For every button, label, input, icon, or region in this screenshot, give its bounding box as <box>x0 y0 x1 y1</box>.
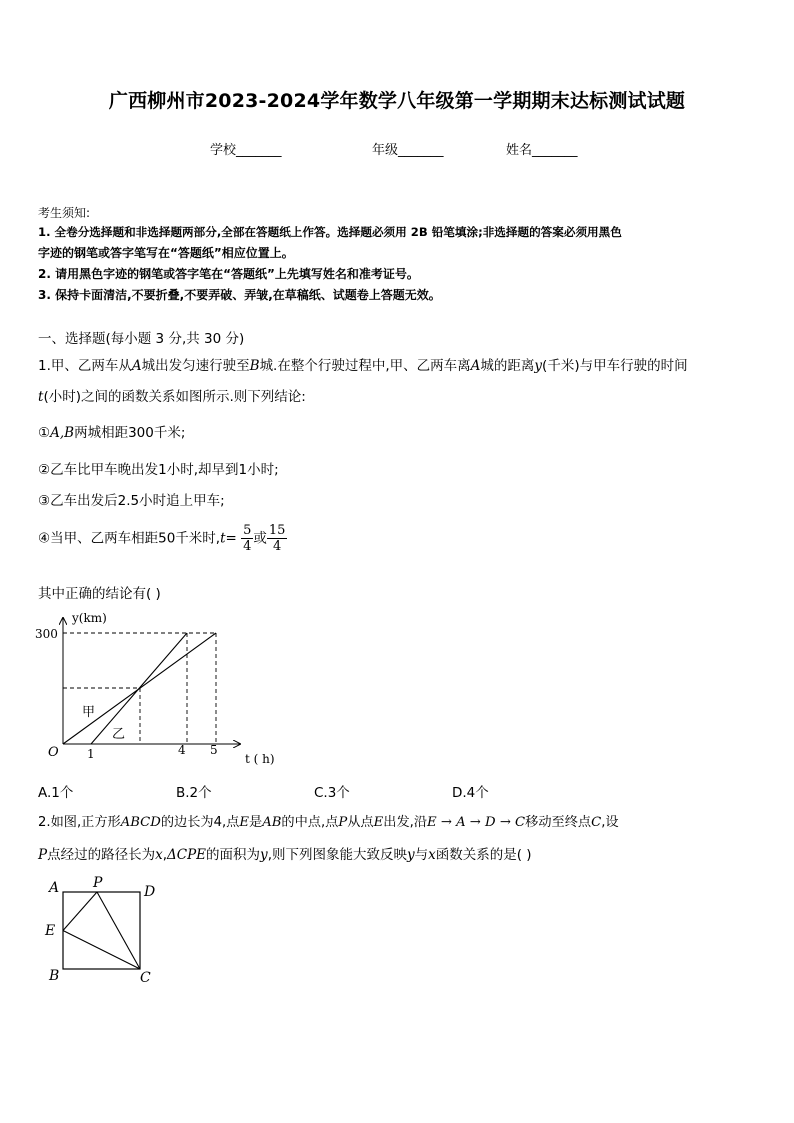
square-abcd <box>63 892 140 969</box>
x-tick-4: 4 <box>178 743 186 757</box>
q2-path: E → A → D → C <box>427 815 526 830</box>
q1-text: (千米)与甲车行驶的时间 <box>542 358 688 374</box>
notice-line-3: 3. 保持卡面清洁,不要折叠,不要弄破、弄皱,在草稿纸、试题卷上答题无效。 <box>38 288 441 302</box>
notice-heading: 考生须知: <box>38 206 91 220</box>
q1-text: 城的距离 <box>480 358 535 374</box>
option-d[interactable]: D.4个 <box>452 785 489 801</box>
q2-text: , <box>162 847 168 863</box>
fraction-5-4: $\frac{5}{4}$ <box>243 523 252 554</box>
notice-line-1b: 字迹的钢笔或答字笔写在“答题纸”相应位置上。 <box>38 246 294 260</box>
name-field: 姓名_______ <box>506 143 578 158</box>
q2-text: 2.如图,正方形 <box>38 815 121 830</box>
q2-var: ABCD <box>120 815 161 830</box>
q2-var: x <box>428 847 436 863</box>
x-tick-1: 1 <box>87 747 95 761</box>
option-c[interactable]: C.3个 <box>314 785 350 801</box>
y-tick-300: 300 <box>35 627 58 641</box>
q1-var: A <box>131 358 142 374</box>
q2-var: ΔCPE <box>167 847 207 863</box>
q1-line-1 <box>38 354 688 374</box>
vertex-d: D <box>144 884 156 900</box>
point-e: E <box>45 923 56 939</box>
q2-line-1 <box>38 811 619 830</box>
q1-var: A,B <box>50 425 75 441</box>
q2-line-2 <box>38 843 532 863</box>
q1-equals: = <box>225 530 237 547</box>
q2-text: 是 <box>249 815 263 830</box>
vertex-c: C <box>140 970 151 986</box>
q2-text: 与 <box>414 847 429 863</box>
q1-var: t <box>38 389 44 405</box>
q1-statement-1 <box>38 421 185 441</box>
q2-text: 的边长为4,点 <box>160 815 240 830</box>
q2-text: 点经过的路径长为 <box>47 847 156 863</box>
q2-text: 移动至终点 <box>525 815 592 830</box>
q1-text: 或 <box>253 530 267 547</box>
fraction-15-4: $\frac{15}{4}$ <box>268 523 286 554</box>
q2-text: ,设 <box>601 815 619 830</box>
q1-line-2 <box>38 385 306 405</box>
q1-text: ④当甲、乙两车相距50千米时, <box>38 530 221 547</box>
segment-pc <box>97 892 140 969</box>
q2-var: E <box>239 815 250 830</box>
q1-var: B <box>249 358 260 374</box>
notice-line-2: 2. 请用黑色字迹的钢笔或答字笔在“答题纸”上先填写姓名和准考证号。 <box>38 267 419 281</box>
notice-line-1a: 1. 全卷分选择题和非选择题两部分,全部在答题纸上作答。选择题必须用 2B 铅笔填涂;非选择题的答案必须用黑色 <box>38 225 622 239</box>
q2-var: P <box>338 815 348 830</box>
segment-ec <box>63 931 140 970</box>
vertex-a: A <box>49 880 60 896</box>
q1-text: (小时)之间的函数关系如图所示.则下列结论: <box>43 389 306 405</box>
q1-text: 1.甲、乙两车从 <box>38 358 132 374</box>
distance-time-graph <box>30 608 280 770</box>
page-title: 广西柳州市2023-2024学年数学八年级第一学期期末达标测试试题 <box>108 90 686 112</box>
q1-ask: 其中正确的结论有( ) <box>38 586 161 602</box>
q1-statement-4 <box>38 523 287 554</box>
q1-text: ① <box>38 425 51 441</box>
point-p: P <box>93 875 103 891</box>
line-yi <box>91 633 187 744</box>
segment-ep <box>63 892 97 931</box>
q1-text: 两城相距300千米; <box>74 425 186 441</box>
q2-text: 的中点,点 <box>281 815 339 830</box>
square-figure <box>40 872 170 990</box>
q1-var: y <box>534 358 543 374</box>
q2-var: P <box>38 847 48 863</box>
x-tick-5: 5 <box>210 743 218 757</box>
q2-text: 函数关系的是( ) <box>435 847 532 863</box>
option-b[interactable]: B.2个 <box>176 785 212 801</box>
origin-label: O <box>48 745 59 760</box>
x-axis-label: t ( h) <box>245 752 275 766</box>
q2-text: 从点 <box>347 815 374 830</box>
q2-var: AB <box>262 815 282 830</box>
section-heading: 一、选择题(每小题 3 分,共 30 分) <box>38 331 245 347</box>
q1-var: A <box>470 358 481 374</box>
vertex-b: B <box>49 968 60 984</box>
school-field: 学校_______ <box>210 143 282 158</box>
q2-text: ,则下列图象能大致反映 <box>267 847 407 863</box>
label-yi: 乙 <box>112 727 126 742</box>
q1-text: 城.在整个行驶过程中,甲、乙两车离 <box>259 358 471 374</box>
y-axis-label: y(km) <box>72 611 107 625</box>
q2-var: E <box>373 815 384 830</box>
q2-var: x <box>155 847 163 863</box>
q1-statement-2: ②乙车比甲车晚出发1小时,却早到1小时; <box>38 462 279 478</box>
q2-text: 的面积为 <box>206 847 261 863</box>
q2-text: 出发,沿 <box>383 815 428 830</box>
q1-statement-3: ③乙车出发后2.5小时追上甲车; <box>38 493 225 509</box>
q1-var: t <box>220 530 226 547</box>
option-a[interactable]: A.1个 <box>38 785 74 801</box>
label-jia: 甲 <box>82 705 96 720</box>
grade-field: 年级_______ <box>372 143 444 158</box>
q2-var: C <box>591 815 602 830</box>
q2-var: y <box>260 847 268 863</box>
q2-var: y <box>406 847 415 863</box>
q1-text: 城出发匀速行驶至 <box>141 358 250 374</box>
